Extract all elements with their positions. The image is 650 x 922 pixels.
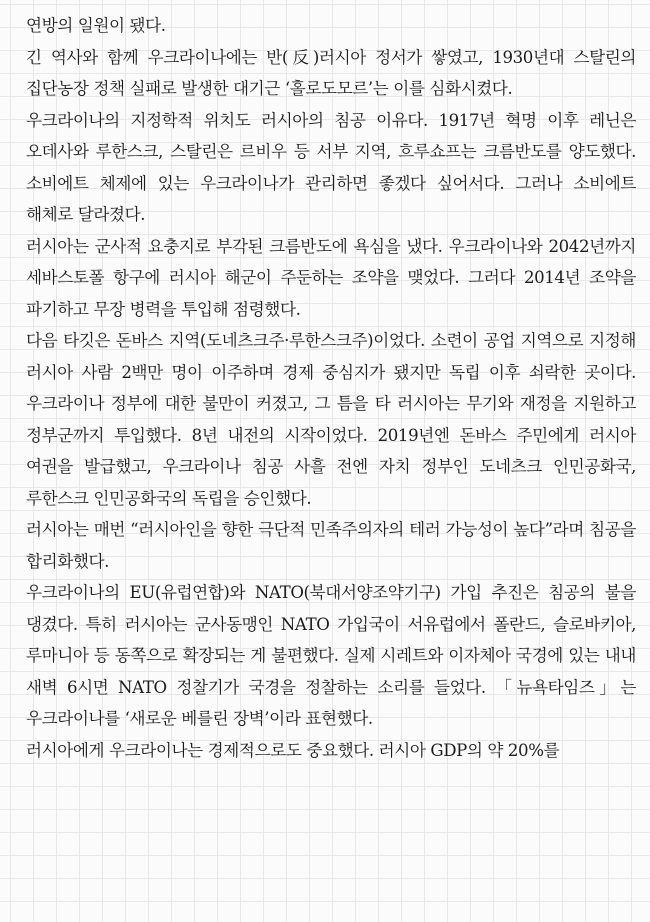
paragraph: 긴 역사와 함께 우크라이나에는 반(反)러시아 정서가 쌓였고, 1930년대 스탈린의 집단농장 정책 실패로 발생한 대기근 ‘홀로도모르’는 이를 심화시켰다. [26, 47, 636, 98]
paragraph: 다음 타깃은 돈바스 지역(도네츠크주·루한스크주)이었다. 소련이 공업 지역으로 지정해 러시아 사람 2백만 명이 이주하며 경제 중심지가 됐지만 독립 이후 쇠락한 곳이다. 우크라이나 정부에 대한 불만이 커졌고, 그 틈을 타 러시아는 무기와 재정을 지원하고 정부군까지 투입했다. 8년 내전의 시작이었다. 2019년엔 돈바스 주민에게 러시아 여권을 발급했고, 우크라이나 침공 사흘 전엔 자치 정부인 도네츠크 인민공화국, 루한스크 인민공화국의 독립을 승인했다. [26, 331, 636, 508]
paragraph: 러시아는 군사적 요충지로 부각된 크름반도에 욕심을 냈다. 우크라이나와 2042년까지 세바스토폴 항구에 러시아 해군이 주둔하는 조약을 맺었다. 그러다 2014년 조약을 파기하고 무장 병력을 투입해 점령했다. [26, 236, 636, 319]
paragraph: 우크라이나의 지정학적 위치도 러시아의 침공 이유다. 1917년 혁명 이후 레닌은 오데사와 루한스크, 스탈린은 르비우 등 서부 지역, 흐루쇼프는 크름반도를 양도했다. 소비에트 체제에 있는 우크라이나가 관리하면 좋겠다 싶어서다. 그러나 소비에트 해체로 달라졌다. [26, 110, 636, 224]
paragraph: 러시아는 매번 “러시아인을 향한 극단적 민족주의자의 테러 가능성이 높다”라며 침공을 합리화했다. [26, 520, 636, 571]
paragraph: 우크라이나의 EU(유럽연합)와 NATO(북대서양조약기구) 가입 추진은 침공의 불을 댕겼다. 특히 러시아는 군사동맹인 NATO 가입국이 서유럽에서 폴란드, 슬로바키아, 루마니아 등 동쪽으로 확장되는 게 불편했다. 실제 시레트와 이자체아 국경에 있는 내내 새벽 6시면 NATO 정찰기가 국경을 정찰하는 소리를 들었다. 「뉴욕타임즈」는 우크라이나를 ‘새로운 베를린 장벽’이라 표현했다. [26, 583, 636, 728]
paragraph: 연방의 일원이 됐다. [26, 16, 166, 35]
paragraph: 러시아에게 우크라이나는 경제적으로도 중요했다. 러시아 GDP의 약 20%를 [26, 740, 560, 760]
